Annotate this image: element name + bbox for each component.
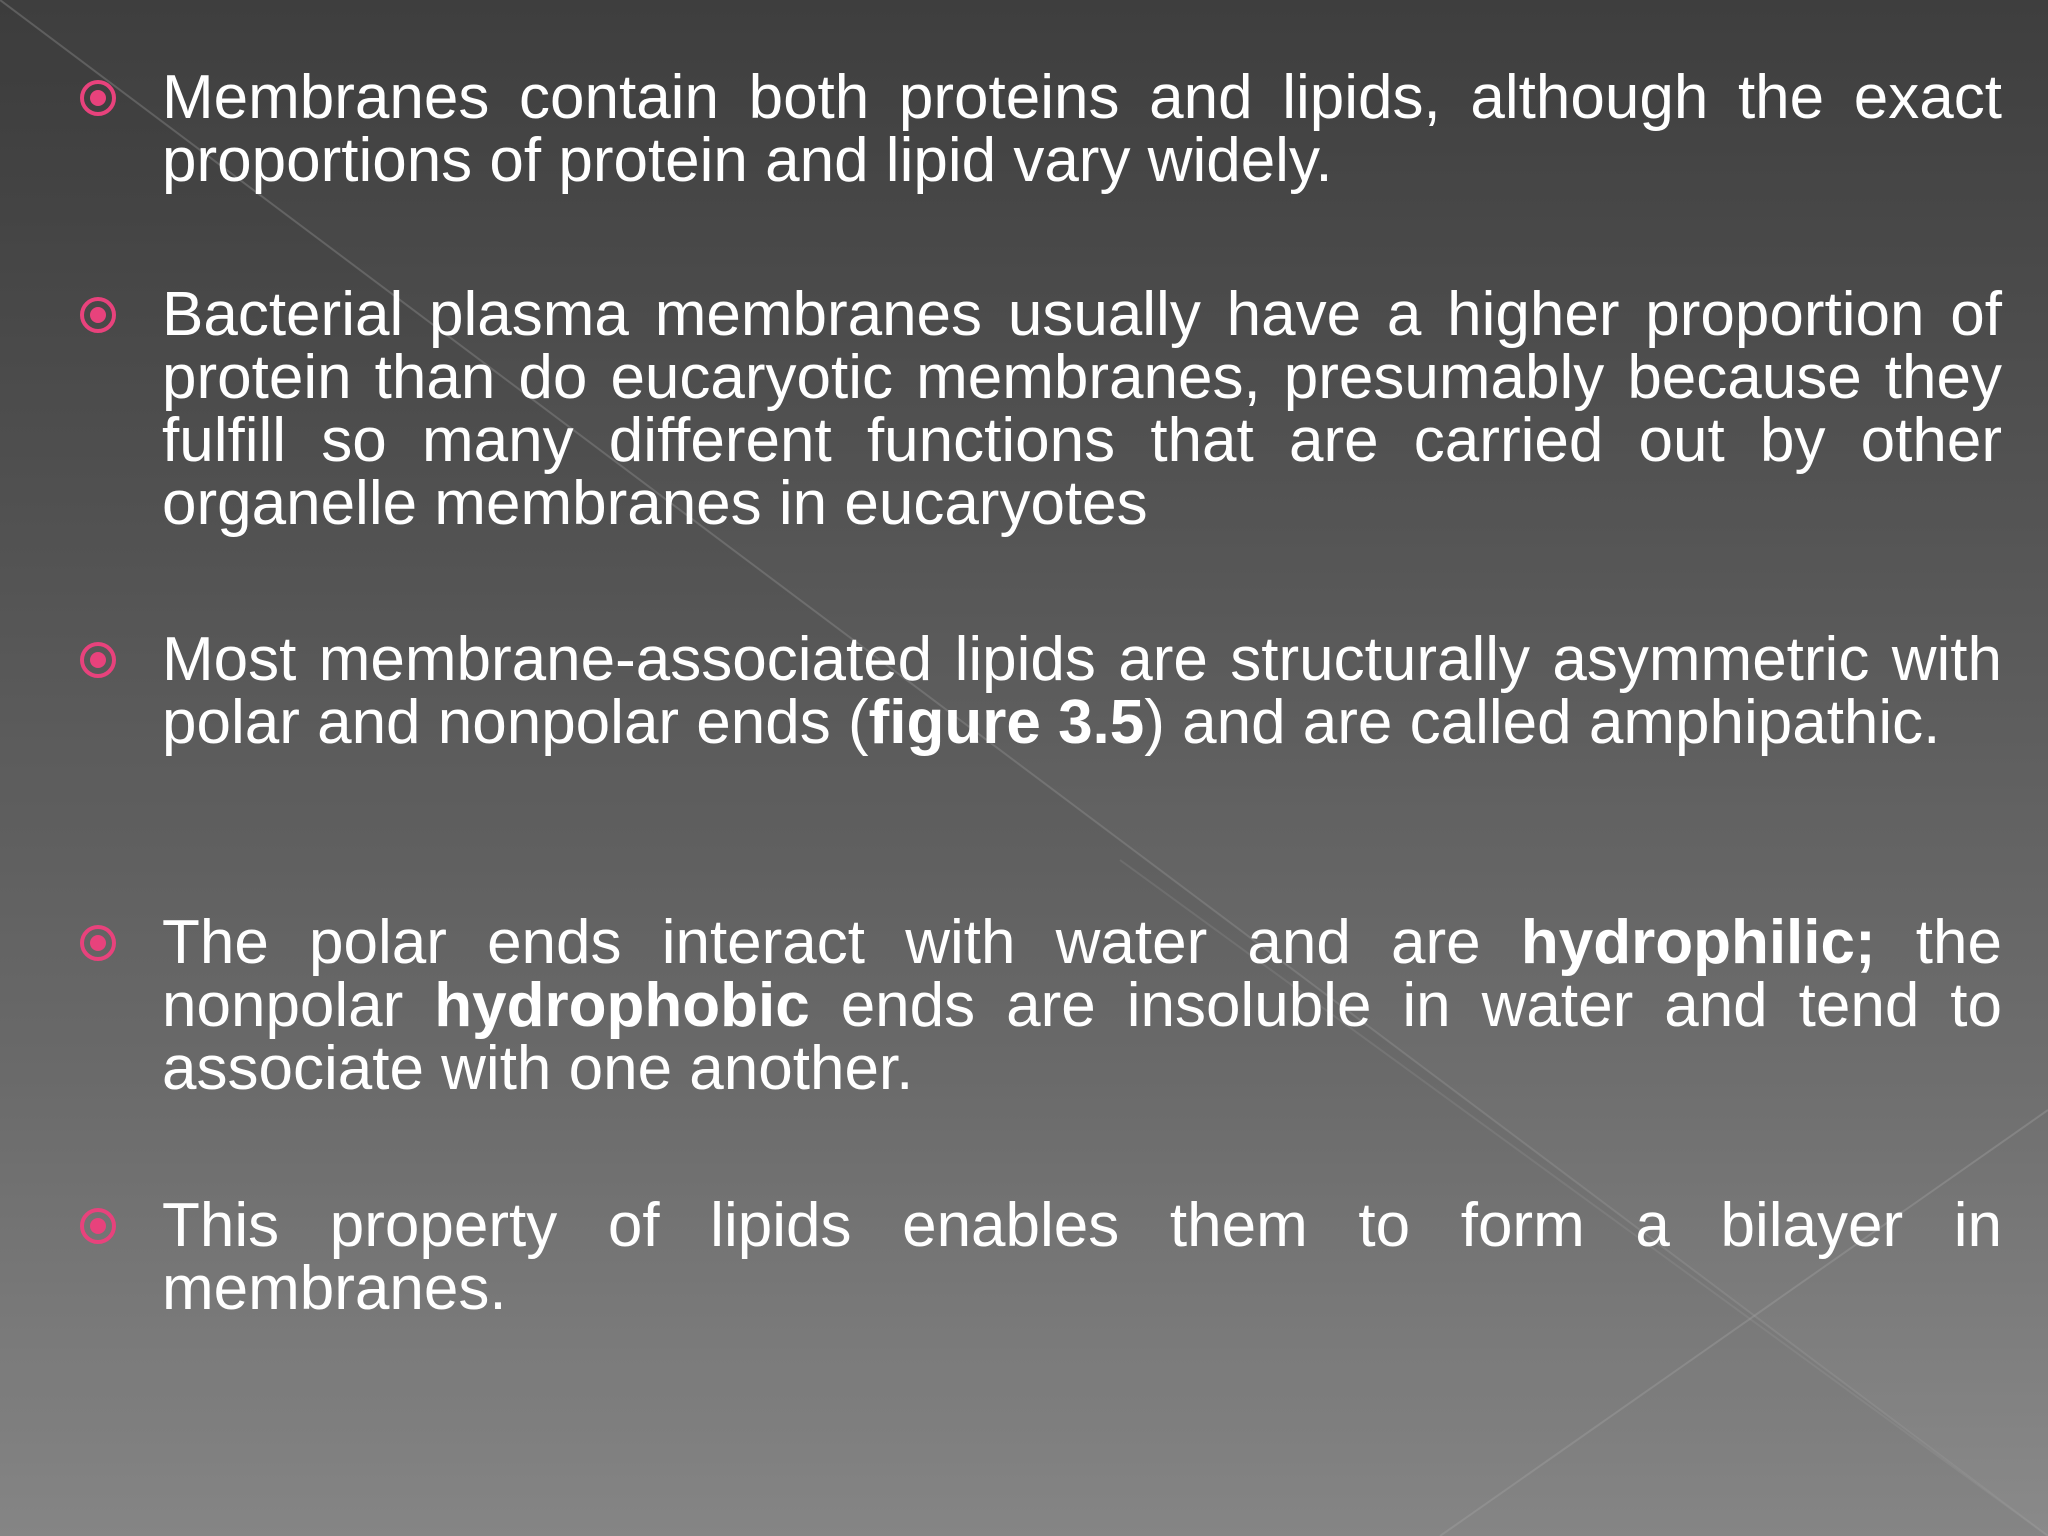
target-circle-icon (78, 923, 118, 963)
bold-text-run: hydrophilic; (1520, 908, 1876, 977)
target-circle-icon (78, 640, 118, 680)
target-circle-icon (78, 78, 118, 118)
bold-text-run: hydrophobic (434, 971, 810, 1040)
text-run: Bacterial plasma membranes usually have a higher proportion of protein than do eucaryotic membranes, presumably because they fulfill so many different functions that are carried out by other organelle membranes in eucaryotes (162, 280, 2002, 538)
bullet-text (162, 625, 2002, 757)
bullet-text (162, 908, 2002, 1103)
text-run: Most membrane-associated lipids are structurally asymmetric with polar and nonpolar ends ( (162, 625, 2002, 757)
bullet-text (162, 63, 2002, 195)
bullet-text (162, 280, 2002, 538)
text-run: ends are insoluble in water and tend to associate with one another. (162, 971, 2002, 1103)
text-run: the nonpolar (162, 908, 2002, 1040)
target-circle-icon (78, 295, 118, 335)
target-circle-icon (78, 1206, 118, 1246)
bullet-text (162, 1191, 2002, 1323)
text-run: Membranes contain both proteins and lipids, although the exact proportions of protein and lipid vary widely. (162, 63, 2002, 195)
bold-text-run: figure 3.5 (868, 688, 1145, 757)
text-run: ) and are called amphipathic. (1144, 688, 1941, 757)
text-run: The polar ends interact with water and are (162, 908, 1521, 977)
text-run: This property of lipids enables them to form a bilayer in membranes. (162, 1191, 2002, 1323)
